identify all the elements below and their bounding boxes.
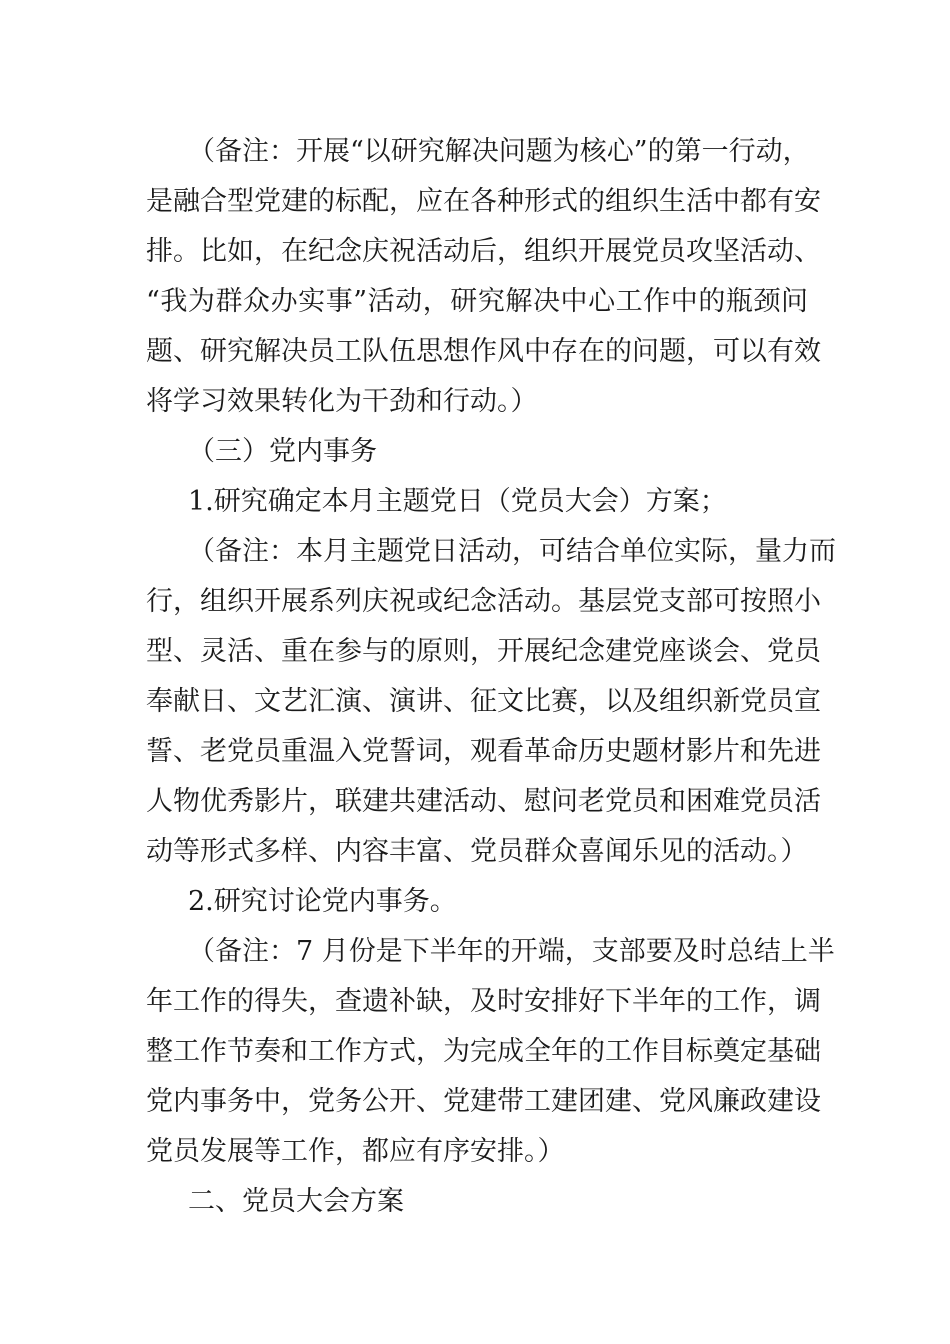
paragraph-line: （备注：开展“以研究解决问题为核心”的第一行动， <box>188 136 810 167</box>
paragraph-line: 党内事务中，党务公开、党建带工建团建、党风廉政建设 <box>146 1086 821 1117</box>
paragraph-line: 党员发展等工作，都应有序安排。） <box>146 1136 565 1167</box>
paragraph-line: 动等形式多样、内容丰富、党员群众喜闻乐见的活动。） <box>146 836 808 867</box>
paragraph-line: 是融合型党建的标配，应在各种形式的组织生活中都有安 <box>146 186 821 217</box>
section-heading: 二、党员大会方案 <box>188 1186 404 1217</box>
paragraph-line: “我为群众办实事”活动，研究解决中心工作中的瓶颈问 <box>146 286 808 317</box>
paragraph-line: 题、研究解决员工队伍思想作风中存在的问题，可以有效 <box>146 336 821 367</box>
section-heading: （三）党内事务 <box>188 436 377 467</box>
agenda-item-title: 1.研究确定本月主题党日（党员大会）方案； <box>188 486 727 517</box>
agenda-item-title: 2.研究讨论党内事务。 <box>188 886 457 917</box>
paragraph-line: 誓、老党员重温入党誓词，观看革命历史题材影片和先进 <box>146 736 821 767</box>
paragraph-line: 人物优秀影片，联建共建活动、慰问老党员和困难党员活 <box>146 786 821 817</box>
paragraph-line: （备注：7 月份是下半年的开端，支部要及时总结上半 <box>188 936 835 967</box>
paragraph-line: 整工作节奏和工作方式，为完成全年的工作目标奠定基础 <box>146 1036 821 1067</box>
paragraph-line: 年工作的得失，查遗补缺，及时安排好下半年的工作，调 <box>146 986 821 1017</box>
paragraph-line: 将学习效果转化为干劲和行动。） <box>146 386 538 417</box>
paragraph-line: （备注：本月主题党日活动，可结合单位实际，量力而 <box>188 536 836 567</box>
paragraph-line: 排。比如，在纪念庆祝活动后，组织开展党员攻坚活动、 <box>146 236 821 267</box>
paragraph-line: 行，组织开展系列庆祝或纪念活动。基层党支部可按照小 <box>146 586 821 617</box>
paragraph-line: 型、灵活、重在参与的原则，开展纪念建党座谈会、党员 <box>146 636 821 667</box>
paragraph-line: 奉献日、文艺汇演、演讲、征文比赛，以及组织新党员宣 <box>146 686 821 717</box>
